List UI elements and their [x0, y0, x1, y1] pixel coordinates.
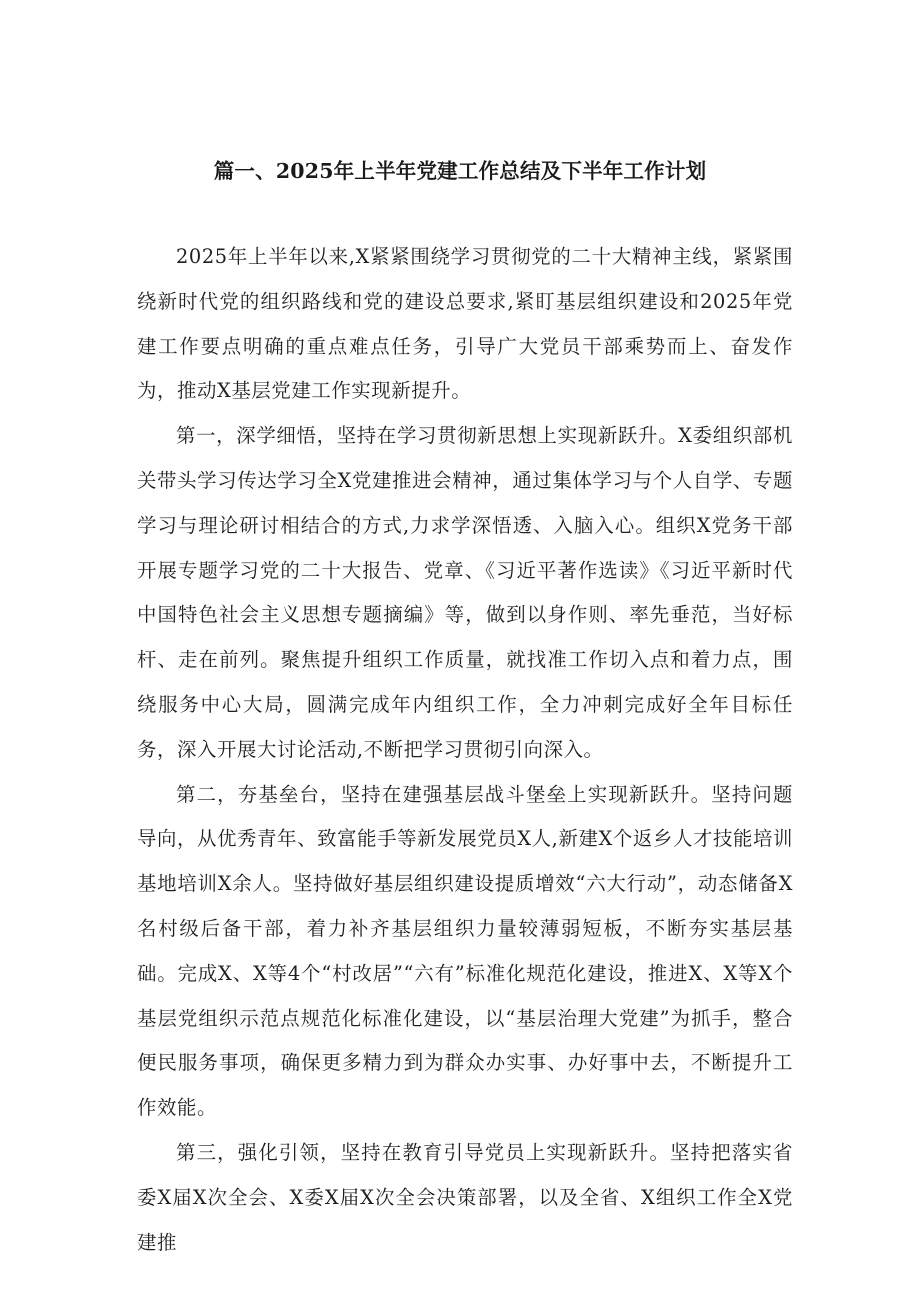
document-title: 篇一、2025年上半年党建工作总结及下半年工作计划 — [213, 159, 707, 183]
paragraph-section-1: 第一，深学细悟，坚持在学习贯彻新思想上实现新跃升。X委组织部机关带头学习传达学习全X党建推进会精神，通过集体学习与个人自学、专题学习与理论研讨相结合的方式,力求学深悟透、入脑入心。组织X党务干部开展专题学习党的二十大报告、党章、《习近平著作选读》《习近平新时代中国特色社会主义思想专题摘编》等，做到以身作则、率先垂范，当好标杆、走在前列。聚焦提升组织工作质量，就找准工作切入点和着力点，围绕服务中心大局，圆满完成年内组织工作，全力冲刺完成好全年目标任务，深入开展大讨论活动,不断把学习贯彻引向深入。 — [137, 424, 793, 761]
document-body — [137, 235, 793, 1265]
paragraph-intro: 2025年上半年以来,X紧紧围绕学习贯彻党的二十大精神主线，紧紧围绕新时代党的组织路线和党的建设总要求,紧盯基层组织建设和2025年党建工作要点明确的重点难点任务，引导广大党员干部乘势而上、奋发作为，推动X基层党建工作实现新提升。 — [137, 245, 793, 403]
paragraph-section-2: 第二，夯基垒台，坚持在建强基层战斗堡垒上实现新跃升。坚持问题导向，从优秀青年、致富能手等新发展党员X人,新建X个返乡人才技能培训基地培训X余人。坚持做好基层组织建设提质增效“六大行动”，动态储备X名村级后备干部，着力补齐基层组织力量较薄弱短板，不断夯实基层基础。完成X、X等4个“村改居”“六有”标准化规范化建设，推进X、X等X个基层党组织示范点规范化标准化建设，以“基层治理大党建”为抓手，整合便民服务事项，确保更多精力到为群众办实事、办好事中去，不断提升工作效能。 — [137, 782, 793, 1120]
paragraph-section-3: 第三，强化引领，坚持在教育引导党员上实现新跃升。坚持把落实省委X届X次全会、X委X届X次全会决策部署，以及全省、X组织工作全X党建推 — [137, 1140, 793, 1254]
